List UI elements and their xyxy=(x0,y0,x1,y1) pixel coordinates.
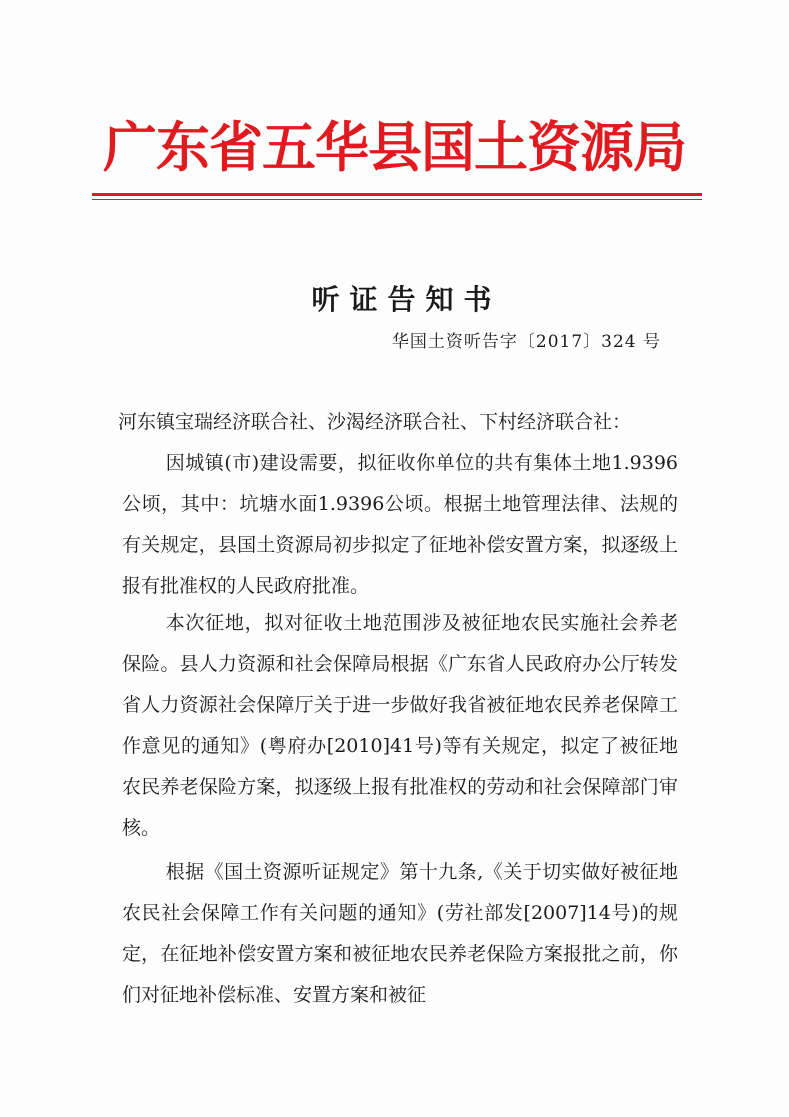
paragraph-text: 因城镇(市)建设需要，拟征收你单位的共有集体土地1.9396公顷，其中：坑塘水面1.9396公顷。根据土地管理法律、法规的有关规定，县国土资源局初步拟定了征地补偿安置方案，拟逐级上报有批准权的人民政府批准。 xyxy=(122,452,678,597)
letterhead-org-name: 广东省五华县国土资源局 xyxy=(103,115,686,179)
letterhead-red-rule-thin xyxy=(92,199,702,200)
document-title: 听证告知书 xyxy=(311,283,502,316)
body-paragraph-2 xyxy=(122,603,678,849)
paragraph-text: 根据《国土资源听证规定》第十九条,《关于切实做好被征地农民社会保障工作有关问题的通知》(劳社部发[2007]14号)的规定，在征地补偿安置方案和被征地农民养老保险方案报批之前，你们对征地补偿标准、安置方案和被征 xyxy=(122,861,678,1006)
body-paragraph-1 xyxy=(122,443,678,607)
letterhead-red-rule xyxy=(92,193,702,196)
paragraph-text: 本次征地，拟对征收土地范围涉及被征地农民实施社会养老保险。县人力资源和社会保障局根据《广东省人民政府办公厅转发省人力资源社会保障厅关于进一步做好我省被征地农民养老保障工作意见的通知》(粤府办[2010]41号)等有关规定，拟定了被征地农民养老保险方案，拟逐级上报有批准权的劳动和社会保障部门审核。 xyxy=(122,612,678,839)
document-number: 华国土资听告字〔2017〕324 号 xyxy=(391,332,661,352)
addressee: 河东镇宝瑞经济联合社、沙渴经济联合社、下村经济联合社： xyxy=(118,411,632,433)
body-paragraph-3 xyxy=(122,852,678,1016)
